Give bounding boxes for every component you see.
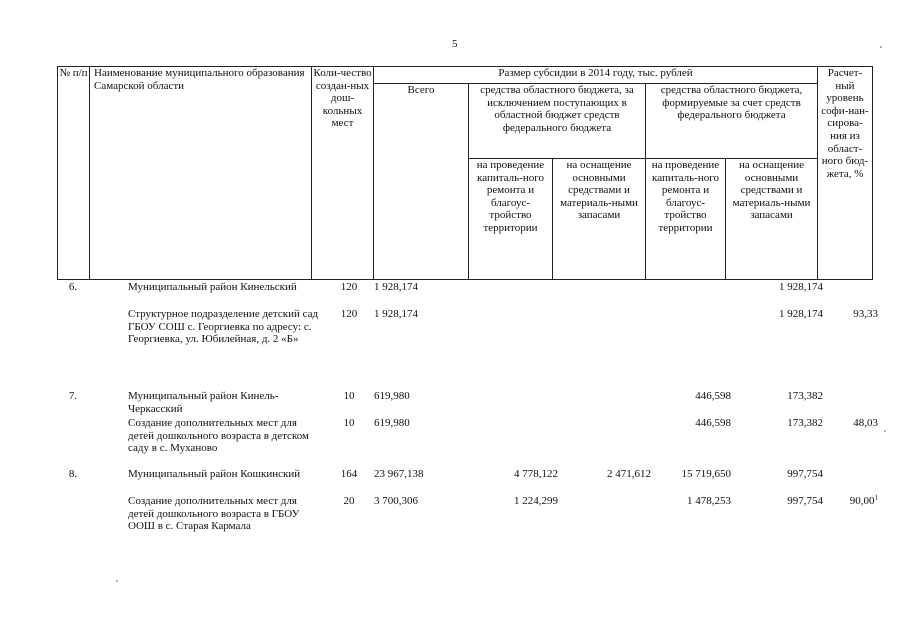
row-federal-equipment: 997,754 — [787, 468, 823, 480]
header-regional-funds: средства областного бюджета, за исключением поступающих в областной бюджет средств федерального бюджета — [469, 84, 646, 159]
row-rate — [829, 495, 884, 540]
row-name: Муниципальный район Кошкинский — [128, 468, 301, 480]
row-number — [57, 308, 89, 390]
table-row — [57, 495, 884, 540]
row-name: Структурное подразделение детский сад ГБОУ СОШ с. Георгиевка по адресу: с. Георгиевка, ул. Юбилейная, д. 2 «Б» — [128, 308, 319, 346]
row-places: 20 — [343, 495, 355, 507]
scan-speck — [884, 430, 886, 432]
table-row — [57, 308, 884, 390]
header-rate: Расчет-ный уровень софи-нан-сирова-ния из област-ного бюд-жета, % — [818, 67, 873, 280]
row-places: 120 — [340, 281, 358, 293]
header-municipality: Наименование муниципального образования Самарской области — [90, 67, 312, 280]
header-total: Всего — [374, 84, 469, 280]
row-federal-equipment: 1 928,174 — [779, 281, 823, 293]
row-name: Создание дополнительных мест для детей дошкольного возраста в ГБОУ ООШ в с. Старая Кармала — [128, 495, 300, 533]
row-federal-equipment: 1 928,174 — [779, 308, 823, 320]
row-regional-repair — [480, 390, 564, 417]
row-regional-repair — [480, 281, 564, 308]
row-number — [57, 417, 89, 468]
table-row — [57, 468, 884, 495]
row-number: 8. — [68, 468, 78, 480]
row-regional-equipment — [564, 417, 657, 468]
row-rate-value: 93,33 — [853, 308, 878, 320]
row-places: 10 — [343, 390, 355, 402]
header-places: Коли-чество создан-ных дош-кольных мест — [312, 67, 374, 280]
row-rate — [829, 417, 884, 468]
row-total: 23 967,138 — [374, 468, 424, 480]
row-regional-equipment — [564, 390, 657, 417]
row-total: 1 928,174 — [374, 281, 418, 293]
row-total: 1 928,174 — [374, 308, 418, 320]
row-places: 164 — [340, 468, 358, 480]
row-rate-value: 90,00 — [849, 495, 875, 507]
scan-speck — [116, 580, 118, 582]
row-regional-repair: 1 224,299 — [514, 495, 558, 507]
row-federal-repair: 1 478,253 — [687, 495, 731, 507]
row-regional-repair — [480, 417, 564, 468]
row-regional-repair — [480, 308, 564, 390]
header-subsidy: Размер субсидии в 2014 году, тыс. рублей — [374, 67, 818, 84]
row-federal-equipment: 173,382 — [787, 417, 823, 429]
row-rate — [829, 390, 884, 417]
header-number: № п/п — [58, 67, 90, 280]
row-number: 6. — [68, 281, 78, 293]
row-federal-repair — [657, 281, 737, 308]
row-name: Муниципальный район Кинель-Черкасский — [128, 390, 279, 415]
row-rate — [829, 468, 884, 495]
table-body — [57, 281, 884, 540]
table-row — [57, 390, 884, 417]
row-rate-value: 48,03 — [853, 417, 878, 429]
page-number: 5 — [452, 38, 458, 50]
row-total: 619,980 — [374, 390, 410, 402]
row-rate-footnote: 1 — [874, 493, 878, 502]
header-federal-repair: на проведение капиталь-ного ремонта и благоус-тройство территории — [646, 159, 726, 280]
row-regional-equipment: 2 471,612 — [607, 468, 651, 480]
header-federal-equipment: на оснащение основными средствами и материаль-ными запасами — [726, 159, 818, 280]
row-federal-repair: 15 719,650 — [681, 468, 731, 480]
row-name: Создание дополнительных мест для детей дошкольного возраста в детском саду в с. Муханово — [128, 417, 309, 455]
row-total: 619,980 — [374, 417, 410, 429]
row-rate — [829, 308, 884, 390]
table-header — [57, 66, 873, 280]
row-places: 120 — [340, 308, 358, 320]
table-row — [57, 417, 884, 468]
row-name: Муниципальный район Кинельский — [128, 281, 297, 293]
row-places: 10 — [343, 417, 355, 429]
row-federal-repair — [657, 308, 737, 390]
row-regional-repair: 4 778,122 — [514, 468, 558, 480]
header-regional-equipment: на оснащение основными средствами и материаль-ными запасами — [553, 159, 646, 280]
header-regional-repair: на проведение капиталь-ного ремонта и благоус-тройство территории — [469, 159, 553, 280]
scan-speck — [880, 46, 882, 48]
table-row — [57, 281, 884, 308]
row-federal-equipment: 173,382 — [787, 390, 823, 402]
row-federal-repair: 446,598 — [695, 417, 731, 429]
row-regional-equipment — [564, 495, 657, 540]
row-federal-repair: 446,598 — [695, 390, 731, 402]
row-regional-equipment — [564, 308, 657, 390]
row-number — [57, 495, 89, 540]
row-regional-equipment — [564, 281, 657, 308]
header-federal-funds: средства областного бюджета, формируемые за счет средств федерального бюджета — [646, 84, 818, 159]
row-total: 3 700,306 — [374, 495, 418, 507]
row-number: 7. — [68, 390, 78, 402]
row-rate — [829, 281, 884, 308]
row-federal-equipment: 997,754 — [787, 495, 823, 507]
